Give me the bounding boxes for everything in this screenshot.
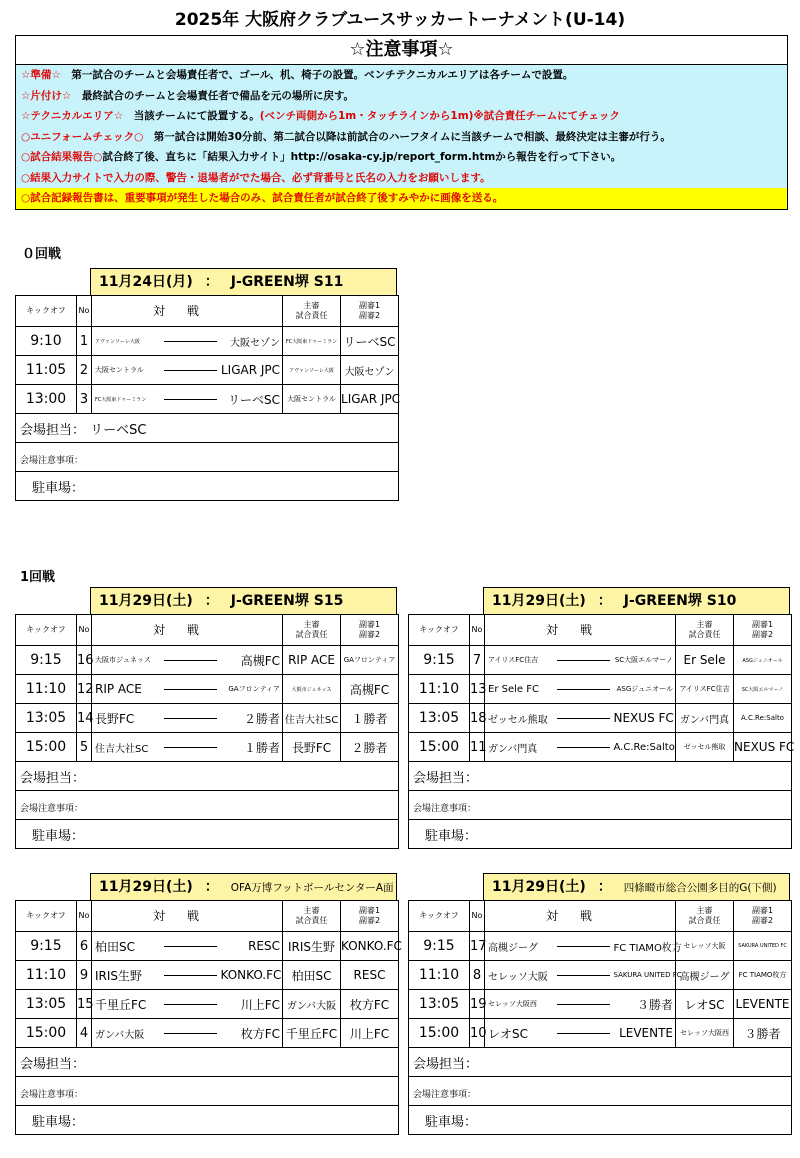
table-row xyxy=(16,733,399,762)
versus-line xyxy=(553,961,614,990)
team-1: 千里丘FC xyxy=(92,990,160,1019)
versus-line-mark xyxy=(557,1033,610,1034)
schedule-block-shijonawate xyxy=(408,873,791,1141)
assistant-referee-team: 高槻FC xyxy=(341,675,399,704)
venue-notes-label: 会場注意事項： xyxy=(20,803,84,814)
table-header-row xyxy=(16,901,399,932)
venue-notes-label: 会場注意事項： xyxy=(20,455,84,466)
parking-label: 駐車場： xyxy=(32,480,85,496)
versus-line-mark xyxy=(164,660,217,661)
referee-team: FC大阪東ドゥーミラン xyxy=(283,327,341,356)
versus-line xyxy=(160,675,221,704)
venue-notes-row xyxy=(16,1077,399,1106)
team-1: 長野FC xyxy=(92,704,160,733)
versus-line xyxy=(553,704,614,733)
date-separator: ： xyxy=(204,274,219,290)
schedule-table xyxy=(15,295,399,501)
match-date: 11月29日(土) xyxy=(492,879,586,895)
venue-notes-label: 会場注意事項： xyxy=(413,1089,477,1100)
match-number: 5 xyxy=(77,733,92,762)
versus-line xyxy=(160,990,221,1019)
notice-line-result-report: ○試合結果報告○試合終了後、直ちに「結果入力サイト」http://osaka-cy.jp/report_form.htmから報告を行って下さい。 xyxy=(21,151,622,163)
header-assistant-referee: 副審1 副審2 xyxy=(734,615,792,646)
versus-line xyxy=(553,1019,614,1048)
match-date: 11月29日(土) xyxy=(492,593,586,609)
header-assistant-referee: 副審1 副審2 xyxy=(341,615,399,646)
venue-staff-row xyxy=(409,762,792,791)
referee-team: 大阪市ジュネッス xyxy=(283,675,341,704)
notice-line-uniform: ○ユニフォームチェック○ 第一試合は開始30分前、第二試合以降は前試合のハーフタイムに当該チームで相談、最終決定は主審が行う。 xyxy=(21,130,671,143)
team-2: SC大阪エルマーノ xyxy=(614,646,676,675)
versus-line-mark xyxy=(164,975,217,976)
team-2: NEXUS FC xyxy=(614,704,676,733)
kickoff-time: 9:15 xyxy=(16,932,77,961)
table-row xyxy=(16,675,399,704)
team-1: 大阪セントラル xyxy=(92,356,160,385)
match-number: 19 xyxy=(470,990,485,1019)
header-versus: 対戦 xyxy=(92,615,283,646)
venue-staff-label: 会場担当： xyxy=(20,770,86,786)
versus-line xyxy=(160,704,221,733)
assistant-referee-team: ASGジュニオール xyxy=(734,646,792,675)
team-1: セレッソ大阪西 xyxy=(485,990,553,1019)
team-2: A.C.Re:Salto xyxy=(614,733,676,762)
team-1: ガンバ門真 xyxy=(485,733,553,762)
assistant-referee-team: GAフロンティア xyxy=(341,646,399,675)
referee-team: 千里丘FC xyxy=(283,1019,341,1048)
assistant-referee-team: 大阪セゾン xyxy=(341,356,399,385)
versus-line-mark xyxy=(164,718,217,719)
header-versus: 対戦 xyxy=(485,901,676,932)
referee-team: 柏田SC xyxy=(283,961,341,990)
parking-label: 駐車場： xyxy=(425,1114,478,1130)
notice-line-result-input: ○結果入力サイトで入力の際、警告・退場者がでた場合、必ず背番号と氏名の入力をお願いします。 xyxy=(21,171,491,184)
versus-line xyxy=(553,646,614,675)
table-row xyxy=(16,961,399,990)
header-versus: 対戦 xyxy=(92,296,283,327)
header-kickoff: キックオフ xyxy=(16,296,77,327)
match-number: 8 xyxy=(470,961,485,990)
venue-staff-row xyxy=(16,414,399,443)
versus-line-mark xyxy=(557,1004,610,1005)
schedule-block-ofa xyxy=(15,873,402,1141)
versus-line-mark xyxy=(164,946,217,947)
table-row xyxy=(16,1019,399,1048)
assistant-referee-team: RESC xyxy=(341,961,399,990)
versus-line-mark xyxy=(557,689,610,690)
kickoff-time: 11:10 xyxy=(409,675,470,704)
table-row xyxy=(409,961,792,990)
team-2: GAフロンティア xyxy=(221,675,283,704)
header-no: No xyxy=(77,901,92,932)
kickoff-time: 11:10 xyxy=(16,961,77,990)
header-no: No xyxy=(470,615,485,646)
notice-heading: ☆注意事項☆ xyxy=(16,36,787,65)
table-row xyxy=(409,990,792,1019)
match-number: 15 xyxy=(77,990,92,1019)
kickoff-time: 15:00 xyxy=(409,733,470,762)
page-title: 2025年 大阪府クラブユースサッカートーナメント(U-14) xyxy=(174,10,626,30)
versus-line-mark xyxy=(557,975,610,976)
team-2: RESC xyxy=(221,932,283,961)
table-row xyxy=(409,1019,792,1048)
venue-name: J-GREEN堺 S10 xyxy=(623,593,737,609)
table-header-row xyxy=(16,296,399,327)
assistant-referee-team: KONKO.FC xyxy=(341,932,399,961)
venue-notes-row xyxy=(16,791,399,820)
kickoff-time: 11:10 xyxy=(409,961,470,990)
header-referee: 主審 試合責任 xyxy=(676,615,734,646)
kickoff-time: 9:15 xyxy=(409,646,470,675)
referee-team: レオSC xyxy=(676,990,734,1019)
referee-team: RIP ACE xyxy=(283,646,341,675)
table-header-row xyxy=(409,901,792,932)
date-separator: ： xyxy=(204,593,219,609)
schedule-table xyxy=(408,900,792,1135)
kickoff-time: 9:15 xyxy=(409,932,470,961)
venue-staff-label: 会場担当： xyxy=(20,1056,86,1072)
assistant-referee-team: FC TIAMO枚方 xyxy=(734,961,792,990)
date-venue-bar xyxy=(90,587,397,615)
assistant-referee-team: リーベSC xyxy=(341,327,399,356)
versus-line-mark xyxy=(557,660,610,661)
referee-team: セレッソ大阪 xyxy=(676,932,734,961)
assistant-referee-team: LIGAR JPC xyxy=(341,385,399,414)
table-header-row xyxy=(409,615,792,646)
parking-row-cell xyxy=(409,1106,792,1135)
referee-team: IRIS生野 xyxy=(283,932,341,961)
match-number: 13 xyxy=(470,675,485,704)
assistant-referee-team: 枚方FC xyxy=(341,990,399,1019)
team-1: セレッソ大阪 xyxy=(485,961,553,990)
versus-line-mark xyxy=(164,1004,217,1005)
referee-team: ゼッセル熊取 xyxy=(676,733,734,762)
kickoff-time: 13:05 xyxy=(16,704,77,733)
team-2: ２勝者 xyxy=(221,704,283,733)
versus-line xyxy=(553,675,614,704)
table-row xyxy=(16,990,399,1019)
team-2: LEVENTE xyxy=(614,1019,676,1048)
date-separator: ： xyxy=(597,593,612,609)
kickoff-time: 13:05 xyxy=(409,990,470,1019)
versus-line-mark xyxy=(164,370,217,371)
match-date: 11月29日(土) xyxy=(99,879,193,895)
notice-line-technical-area: ☆テクニカルエリア☆ 当該チームにて設置する。(ベンチ両側から1m・タッチラインから1m)※試合責任チームにてチェック xyxy=(21,110,620,122)
venue-staff-row-cell xyxy=(409,762,792,791)
match-number: 1 xyxy=(77,327,92,356)
header-kickoff: キックオフ xyxy=(409,901,470,932)
assistant-referee-team: SC大阪エルマーノ xyxy=(734,675,792,704)
header-kickoff: キックオフ xyxy=(409,615,470,646)
match-number: 12 xyxy=(77,675,92,704)
venue-staff-row-cell xyxy=(16,414,399,443)
date-separator: ： xyxy=(597,879,612,895)
assistant-referee-team: NEXUS FC xyxy=(734,733,792,762)
notice-line-record-report: ○試合記録報告書は、重要事項が発生した場合のみ、試合責任者が試合終了後すみやかに画像を送る。 xyxy=(16,188,787,209)
team-1: ガンバ大阪 xyxy=(92,1019,160,1048)
team-1: 柏田SC xyxy=(92,932,160,961)
referee-team: 住吉大社SC xyxy=(283,704,341,733)
versus-line-mark xyxy=(164,399,217,400)
schedule-table xyxy=(15,900,402,1135)
team-1: FC大阪東ドゥーミラン xyxy=(92,385,160,414)
header-no: No xyxy=(470,901,485,932)
parking-label: 駐車場： xyxy=(32,828,85,844)
venue-name: J-GREEN堺 S15 xyxy=(230,593,344,609)
schedule-table xyxy=(15,614,399,849)
header-no: No xyxy=(77,615,92,646)
header-kickoff: キックオフ xyxy=(16,615,77,646)
parking-row xyxy=(16,472,399,501)
referee-team: 大阪セントラル xyxy=(283,385,341,414)
match-number: 14 xyxy=(77,704,92,733)
assistant-referee-team: １勝者 xyxy=(341,704,399,733)
assistant-referee-team: LEVENTE xyxy=(734,990,792,1019)
versus-line xyxy=(160,646,221,675)
venue-staff-row-cell xyxy=(16,1048,399,1077)
venue-name: OFA万博フットボールセンターA面 xyxy=(230,882,394,894)
match-number: 10 xyxy=(470,1019,485,1048)
team-2: １勝者 xyxy=(221,733,283,762)
table-row xyxy=(16,385,399,414)
notice-box xyxy=(15,35,788,210)
venue-notes-row-cell xyxy=(409,1077,792,1106)
team-1: 高槻ジーグ xyxy=(485,932,553,961)
kickoff-time: 9:10 xyxy=(16,327,77,356)
header-versus: 対戦 xyxy=(485,615,676,646)
kickoff-time: 13:00 xyxy=(16,385,77,414)
parking-row xyxy=(16,820,399,849)
versus-line-mark xyxy=(557,718,610,719)
team-2: FC TIAMO枚方 xyxy=(614,932,676,961)
versus-line-mark xyxy=(164,747,217,748)
header-assistant-referee: 副審1 副審2 xyxy=(341,296,399,327)
parking-row xyxy=(409,820,792,849)
referee-team: ガンバ門真 xyxy=(676,704,734,733)
team-2: LIGAR JPC xyxy=(221,356,283,385)
parking-label: 駐車場： xyxy=(32,1114,85,1130)
team-1: 大阪市ジュネッス xyxy=(92,646,160,675)
versus-line-mark xyxy=(164,689,217,690)
team-1: アヴァンソーレ大阪 xyxy=(92,327,160,356)
schedule-block-s10 xyxy=(408,587,795,855)
date-separator: ： xyxy=(204,879,219,895)
venue-name: J-GREEN堺 S11 xyxy=(230,274,344,290)
schedule-table xyxy=(408,614,795,849)
assistant-referee-team: A.C.Re:Salto xyxy=(734,704,792,733)
parking-row-cell xyxy=(16,1106,399,1135)
match-date: 11月29日(土) xyxy=(99,593,193,609)
versus-line-mark xyxy=(557,946,610,947)
team-2: ASGジュニオール xyxy=(614,675,676,704)
kickoff-time: 13:05 xyxy=(409,704,470,733)
team-2: 大阪セゾン xyxy=(221,327,283,356)
date-venue-bar xyxy=(90,268,397,296)
venue-staff-row xyxy=(16,1048,399,1077)
versus-line xyxy=(553,990,614,1019)
referee-team: アヴァンソーレ大阪 xyxy=(283,356,341,385)
match-number: 9 xyxy=(77,961,92,990)
match-number: 7 xyxy=(470,646,485,675)
table-row xyxy=(16,327,399,356)
versus-line xyxy=(160,327,221,356)
venue-staff-row-cell xyxy=(409,1048,792,1077)
venue-staff-value: リーベSC xyxy=(90,422,147,438)
assistant-referee-team: 川上FC xyxy=(341,1019,399,1048)
match-number: 11 xyxy=(470,733,485,762)
venue-staff-row-cell xyxy=(16,762,399,791)
referee-team: 長野FC xyxy=(283,733,341,762)
date-venue-bar xyxy=(483,587,790,615)
parking-row-cell xyxy=(16,820,399,849)
venue-notes-row-cell xyxy=(16,1077,399,1106)
parking-label: 駐車場： xyxy=(425,828,478,844)
versus-line xyxy=(553,733,614,762)
kickoff-time: 15:00 xyxy=(16,1019,77,1048)
venue-staff-row xyxy=(16,762,399,791)
header-no: No xyxy=(77,296,92,327)
notice-line-prep: ☆準備☆ 第一試合のチームと会場責任者で、ゴール、机、椅子の設置。ベンチテクニカルエリアは各チームで設置。 xyxy=(21,69,574,81)
team-1: RIP ACE xyxy=(92,675,160,704)
versus-line-mark xyxy=(557,747,610,748)
table-row xyxy=(409,704,792,733)
header-referee: 主審 試合責任 xyxy=(283,901,341,932)
team-1: ゼッセル熊取 xyxy=(485,704,553,733)
round-1-label: 1回戦 xyxy=(20,570,56,585)
table-header-row xyxy=(16,615,399,646)
table-row xyxy=(16,356,399,385)
parking-row xyxy=(16,1106,399,1135)
venue-notes-row-cell xyxy=(16,791,399,820)
header-kickoff: キックオフ xyxy=(16,901,77,932)
team-1: 住吉大社SC xyxy=(92,733,160,762)
team-1: IRIS生野 xyxy=(92,961,160,990)
header-assistant-referee: 副審1 副審2 xyxy=(734,901,792,932)
header-referee: 主審 試合責任 xyxy=(676,901,734,932)
venue-notes-label: 会場注意事項： xyxy=(20,1089,84,1100)
table-row xyxy=(409,675,792,704)
venue-staff-label: 会場担当： xyxy=(413,770,479,786)
match-date: 11月24日(月) xyxy=(99,274,193,290)
kickoff-time: 11:05 xyxy=(16,356,77,385)
assistant-referee-team: ２勝者 xyxy=(341,733,399,762)
date-venue-bar xyxy=(90,873,397,901)
team-2: 川上FC xyxy=(221,990,283,1019)
header-versus: 対戦 xyxy=(92,901,283,932)
team-2: 枚方FC xyxy=(221,1019,283,1048)
team-2: リーベSC xyxy=(221,385,283,414)
versus-line xyxy=(160,961,221,990)
team-2: SAKURA UNITED FC xyxy=(614,961,676,990)
venue-staff-label: 会場担当： xyxy=(20,422,86,438)
notice-line-cleanup: ☆片付け☆ 最終試合のチームと会場責任者で備品を元の場所に戻す。 xyxy=(21,89,354,102)
referee-team: ガンバ大阪 xyxy=(283,990,341,1019)
venue-staff-label: 会場担当： xyxy=(413,1056,479,1072)
assistant-referee-team: ３勝者 xyxy=(734,1019,792,1048)
kickoff-time: 9:15 xyxy=(16,646,77,675)
venue-notes-label: 会場注意事項： xyxy=(413,803,477,814)
date-venue-bar xyxy=(483,873,790,901)
versus-line xyxy=(553,932,614,961)
venue-notes-row-cell xyxy=(409,791,792,820)
venue-notes-row xyxy=(409,1077,792,1106)
table-row xyxy=(409,646,792,675)
parking-row xyxy=(409,1106,792,1135)
team-2: ３勝者 xyxy=(614,990,676,1019)
match-number: 3 xyxy=(77,385,92,414)
kickoff-time: 11:10 xyxy=(16,675,77,704)
kickoff-time: 15:00 xyxy=(409,1019,470,1048)
match-number: 2 xyxy=(77,356,92,385)
team-2: 高槻FC xyxy=(221,646,283,675)
kickoff-time: 15:00 xyxy=(16,733,77,762)
schedule-block-s15 xyxy=(15,587,398,855)
match-number: 6 xyxy=(77,932,92,961)
team-2: KONKO.FC xyxy=(221,961,283,990)
kickoff-time: 13:05 xyxy=(16,990,77,1019)
referee-team: Er Sele xyxy=(676,646,734,675)
match-number: 16 xyxy=(77,646,92,675)
versus-line xyxy=(160,932,221,961)
team-1: アイリスFC住吉 xyxy=(485,646,553,675)
parking-row-cell xyxy=(16,472,399,501)
table-row xyxy=(409,733,792,762)
referee-team: セレッソ大阪西 xyxy=(676,1019,734,1048)
match-number: 17 xyxy=(470,932,485,961)
header-referee: 主審 試合責任 xyxy=(283,296,341,327)
versus-line xyxy=(160,385,221,414)
versus-line xyxy=(160,733,221,762)
match-number: 4 xyxy=(77,1019,92,1048)
venue-notes-row-cell xyxy=(16,443,399,472)
match-number: 18 xyxy=(470,704,485,733)
versus-line xyxy=(160,1019,221,1048)
table-row xyxy=(409,932,792,961)
schedule-block-s11 xyxy=(15,268,401,512)
versus-line-mark xyxy=(164,1033,217,1034)
round-0-label: ０回戦 xyxy=(22,247,62,262)
referee-team: 高槻ジーグ xyxy=(676,961,734,990)
table-row xyxy=(16,646,399,675)
team-1: レオSC xyxy=(485,1019,553,1048)
venue-staff-row xyxy=(409,1048,792,1077)
parking-row-cell xyxy=(409,820,792,849)
versus-line-mark xyxy=(164,341,217,342)
header-assistant-referee: 副審1 副審2 xyxy=(341,901,399,932)
header-referee: 主審 試合責任 xyxy=(283,615,341,646)
versus-line xyxy=(160,356,221,385)
venue-notes-row xyxy=(16,443,399,472)
team-1: Er Sele FC xyxy=(485,675,553,704)
table-row xyxy=(16,704,399,733)
assistant-referee-team: SAKURA UNITED FC xyxy=(734,932,792,961)
table-row xyxy=(16,932,399,961)
venue-name: 四條畷市総合公園多目的G(下側) xyxy=(623,882,777,894)
venue-notes-row xyxy=(409,791,792,820)
referee-team: アイリスFC住吉 xyxy=(676,675,734,704)
